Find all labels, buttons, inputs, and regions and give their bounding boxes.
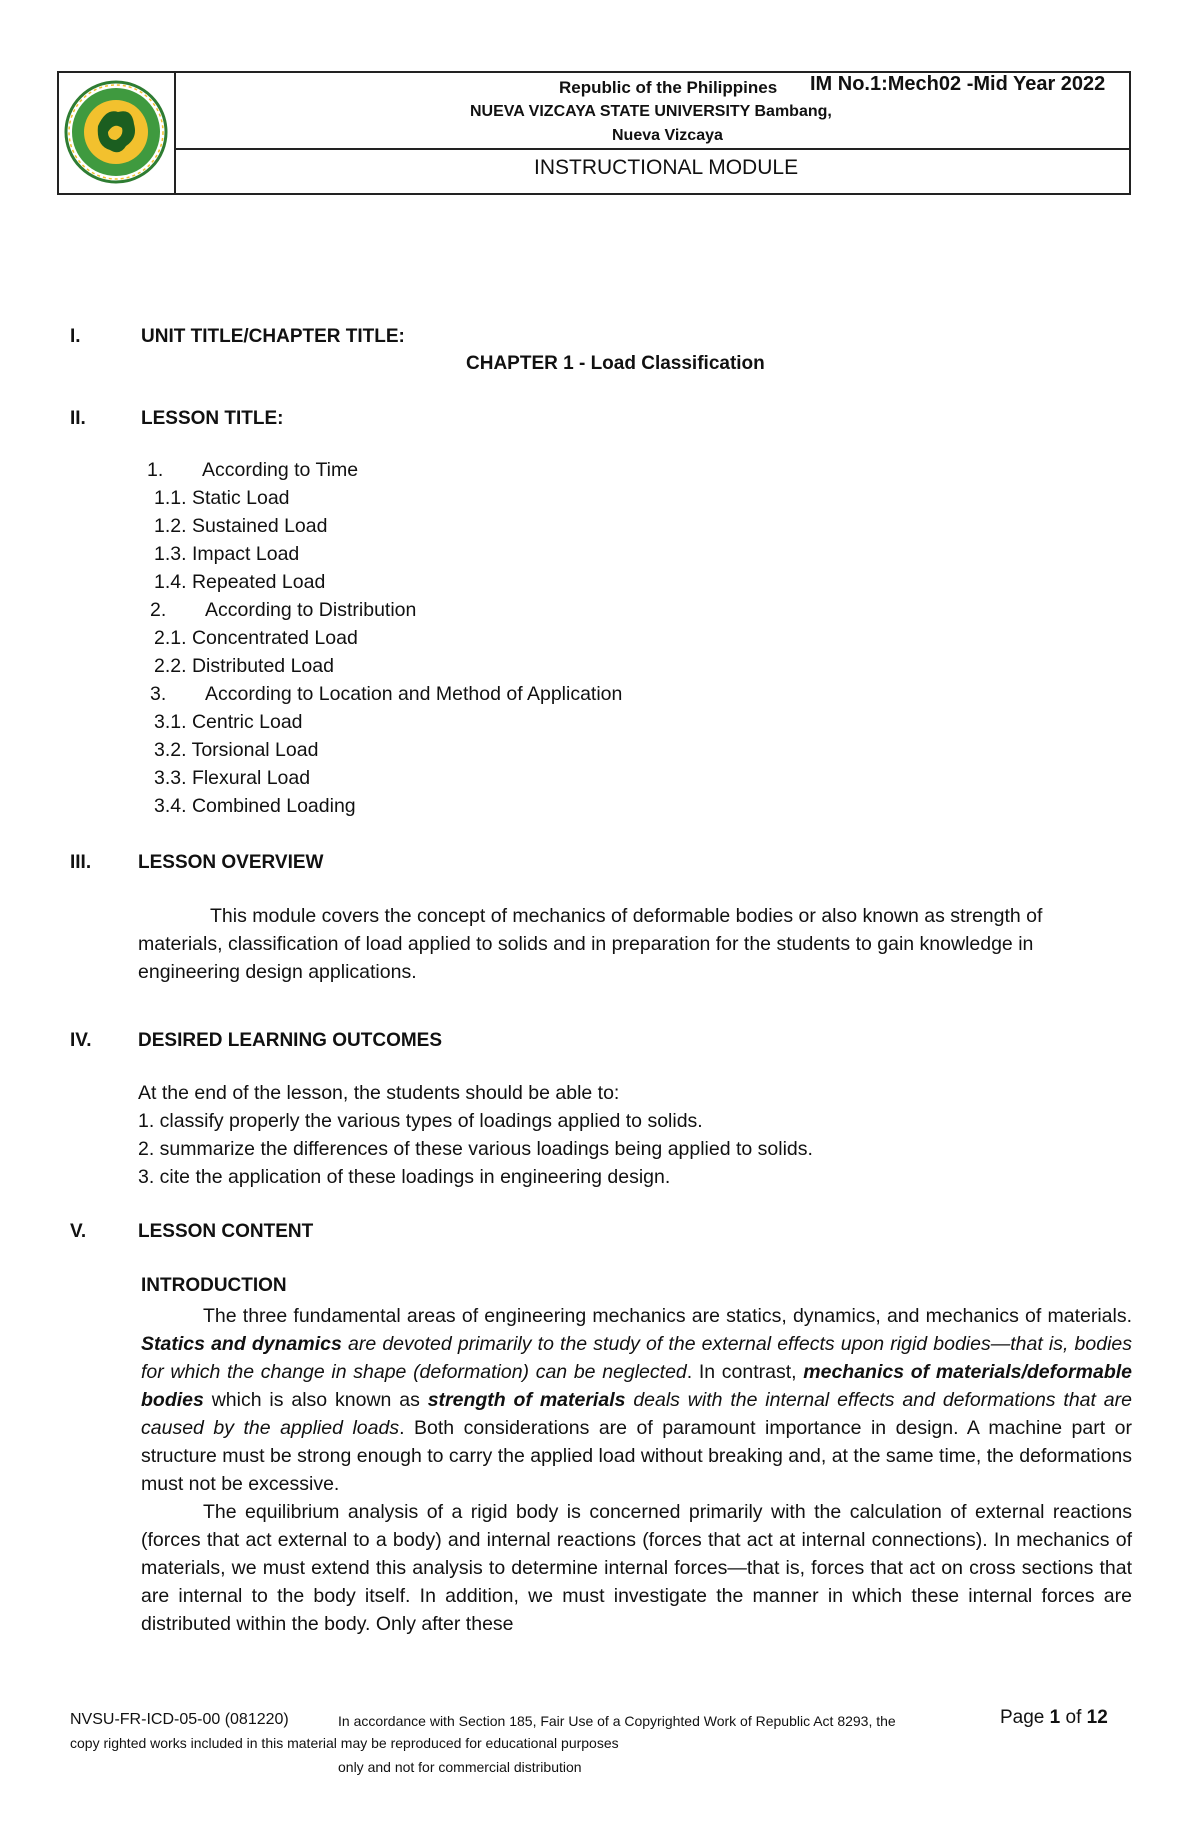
section-title-unit: UNIT TITLE/CHAPTER TITLE: [141, 326, 405, 347]
header-divider-horizontal [174, 148, 1131, 150]
lesson-list-item-text: 1.2. Sustained Load [154, 515, 328, 537]
section-title-content: LESSON CONTENT [138, 1221, 314, 1242]
overview-text: This module covers the concept of mechanics of deformable bodies or also known as strength of materials, classification of load applied to solids and in preparation for the students to gain knowledge in engineering design applications. [138, 905, 1043, 983]
lesson-list-item-text: 1.3. Impact Load [154, 543, 300, 565]
lesson-list-item-text: 3.3. Flexural Load [154, 767, 311, 789]
page-of-label: of [1060, 1707, 1087, 1728]
lesson-list-item-number: 2. [150, 599, 167, 621]
lesson-list-item [147, 512, 622, 540]
lesson-list-item [147, 792, 622, 820]
lesson-list-item-text: According to Time [202, 459, 359, 481]
lesson-list-item [147, 484, 622, 512]
lesson-list-item [147, 596, 622, 624]
intro-text: The equilibrium analysis of a rigid body is concerned primarily with the calculation of external reactions (forces that act external to a body) and internal reactions (forces that act at internal connections). In mechanics of materials, we must extend this analysis to determine internal forces—that is, forces that act on cross sections that are internal to the body itself. In addition, we must investigate the manner in which these internal forces are distributed within the body. Only after these [141, 1501, 1132, 1635]
page-label: Page [1000, 1707, 1050, 1728]
form-code: NVSU-FR-ICD-05-00 (081220) [70, 1711, 289, 1728]
section-number-2: II. [70, 408, 86, 429]
copyright-notice-line-1: In accordance with Section 185, Fair Use of a Copyrighted Work of Republic Act 8293, the [338, 1713, 896, 1729]
university-seal-icon [62, 76, 170, 188]
header-university: NUEVA VIZCAYA STATE UNIVERSITY Bambang, [470, 103, 832, 120]
copyright-notice-line-2: copy righted works included in this material may be reproduced for educational purposes [70, 1735, 619, 1751]
lesson-list-item-text: According to Distribution [205, 599, 417, 621]
intro-text: . Both considerations are of paramount importance in design. A machine part or structure must be strong enough to carry the applied load without breaking and, at the same time, the deformations must not be excessive. [141, 1417, 1132, 1495]
lesson-list-item [147, 708, 622, 736]
header-im-number: IM No.1:Mech02 -Mid Year 2022 [810, 73, 1106, 95]
lesson-list-item-text: 1.4. Repeated Load [154, 571, 326, 593]
section-title-lesson: LESSON TITLE: [141, 408, 284, 429]
lesson-list-item [147, 568, 622, 596]
lesson-list-item [147, 624, 622, 652]
section-number-3: III. [70, 852, 92, 873]
intro-text: . In contrast, [686, 1361, 804, 1383]
header-divider-vertical [174, 71, 176, 195]
intro-paragraph-1 [141, 1302, 1132, 1498]
header-location: Nueva Vizcaya [612, 127, 723, 144]
lesson-list-item-text: 3.4. Combined Loading [154, 795, 356, 817]
outcomes-list [138, 1079, 813, 1191]
lesson-list-item-number: 3. [150, 683, 167, 705]
intro-text: The three fundamental areas of engineering mechanics are statics, dynamics, and mechanics of materials. [203, 1305, 1132, 1327]
lesson-list-item [147, 680, 622, 708]
lesson-list-item-text: According to Location and Method of Application [205, 683, 623, 705]
intro-emphasis: mechanics of materials/deformable bodies [141, 1361, 1132, 1411]
page-number: 1 [1049, 1707, 1061, 1728]
lesson-list-item-text: 2.1. Concentrated Load [154, 627, 358, 649]
lesson-list-item [147, 456, 622, 484]
chapter-title: CHAPTER 1 - Load Classification [466, 353, 765, 374]
module-title: INSTRUCTIONAL MODULE [534, 156, 799, 179]
page-indicator [1000, 1707, 1108, 1729]
intro-paragraph-2 [141, 1498, 1132, 1638]
lesson-list-item-number: 1. [147, 459, 164, 481]
outcome-item: 2. summarize the differences of these various loadings being applied to solids. [138, 1138, 813, 1160]
intro-text: which is also known as [203, 1389, 428, 1411]
lesson-list-item-text: 2.2. Distributed Load [154, 655, 334, 677]
copyright-notice-line-3: only and not for commercial distribution [338, 1759, 582, 1775]
lesson-list-item-text: 1.1. Static Load [154, 487, 290, 509]
section-number-1: I. [70, 326, 81, 347]
lesson-list-item [147, 652, 622, 680]
lesson-list [147, 456, 622, 820]
section-number-4: IV. [70, 1030, 92, 1051]
section-title-outcomes: DESIRED LEARNING OUTCOMES [138, 1030, 443, 1051]
page-total: 12 [1086, 1707, 1108, 1728]
intro-emphasis: Statics and dynamics [141, 1333, 342, 1355]
introduction-heading: INTRODUCTION [141, 1275, 287, 1296]
lesson-list-item-text: 3.2. Torsional Load [154, 739, 319, 761]
intro-italic: deals with the internal effects and deformations that are caused by the applied loads [141, 1389, 1132, 1439]
lesson-list-item [147, 540, 622, 568]
section-title-overview: LESSON OVERVIEW [138, 852, 324, 873]
lesson-list-item [147, 736, 622, 764]
lesson-list-item-text: 3.1. Centric Load [154, 711, 303, 733]
intro-italic: are devoted primarily to the study of the external effects upon rigid bodies—that is, bodies for which the change in shape (deformation) can be neglected [141, 1333, 1132, 1383]
header-republic: Republic of the Philippines [559, 78, 778, 97]
outcome-item: 1. classify properly the various types of loadings applied to solids. [138, 1110, 703, 1132]
outcome-item: 3. cite the application of these loadings in engineering design. [138, 1166, 671, 1188]
section-number-5: V. [70, 1221, 87, 1242]
lesson-list-item [147, 764, 622, 792]
intro-emphasis: strength of materials [427, 1389, 626, 1411]
outcomes-intro: At the end of the lesson, the students should be able to: [138, 1082, 620, 1104]
